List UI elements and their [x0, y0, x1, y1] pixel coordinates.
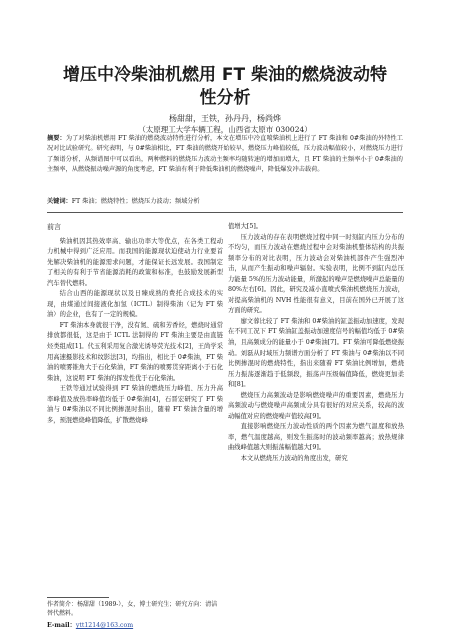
- right-column: [228, 222, 404, 465]
- author-footnote: 作者简介：杨甜甜（1989-），女，博士研究生；研究方向：清洁替代燃料。: [47, 601, 218, 617]
- section-heading: 前言: [47, 223, 61, 231]
- paragraph: 柴油机因其热效率高、输出功率大等优点，在各类工程动力机械中得到广泛应用。而我国的能源现状迫使动力行业要首先解决柴油机的能源需求问题，才能保证长远发展。我国制定了相关的有利于节省能源消耗的政策和标准，也鼓励发展新型汽车替代燃料。: [47, 237, 223, 287]
- title-line-1: 增压中冷柴油机燃用 FT 柴油的燃烧波动特: [62, 65, 388, 85]
- paragraph: 结合山西的能源现状以及日臻成熟的费托合成技术的实现，由煤通过间接液化加氢（ICTL）制得柴油（记为 FT 柴油）的企业，也有了一定的规模。: [47, 290, 223, 319]
- paragraph: 直接影响燃烧压力波动性质的两个因素为燃气温度和放热率，燃气温度越高，则发生振荡时的波动频率越高；放热规律曲线峰值越大则振荡幅值越大[9]。: [228, 423, 404, 452]
- affiliation: （太原理工大学车辆工程，山西省太原市 030024）: [138, 125, 312, 134]
- abstract-label: 摘要：: [47, 135, 66, 142]
- email-line: [47, 620, 133, 629]
- paragraph: 压力波动的存在表明燃烧过程中同一时刻缸内压力分布的不均匀，而压力波动在燃烧过程中会对柴油机整体结构的共振频率分布的对比表明，压力波动会对柴油机部件产生强烈冲击，从而产生振动和噪声辐射。实验表明，比例不到缸内总压力能量 5%的压力波动能量，所激起的噪声是燃烧噪声总能量的 80%左右[6]。因此，研究及减小直喷式柴油机燃烧压力波动，对提高柴油机的 NVH 性能很有意义，目前在国外已开展了这方面的研究。: [228, 233, 404, 315]
- section-divider: [47, 212, 403, 213]
- paragraph: 王铁等通过试验得到 FT 柴油的燃烧压力峰值、压力升高率峰值及放热率峰值均低于 0#柴油[4]，石晋宏研究了 FT 柴油与 0#柴油以不同比例掺混时指出，随着 FT 柴油含量的增多，预混燃烧峰值降低，扩散燃烧峰: [47, 385, 223, 424]
- paragraph: 值增大[5]。: [228, 223, 263, 230]
- abstract-text: 为了对柴油机燃用 FT 柴油的燃烧波动特性进行分析，本文在增压中冷直喷柴油机上进行了 FT 柴油和 0#柴油的外特性工况对比试验研究。研究表明，与 0#柴油相比，FT 柴油的燃烧开始较早，燃烧压力峰值较低，压力波动幅值较小，对燃烧压力进行了频谱分析，从频谱图中可以看出，两种燃料的燃烧压力波动主频率均随转速的增加而增大，且 FT 柴油的主频率小于 0#柴油的主频率，从燃烧振动噪声源的角度考虑，FT 柴油有利于降低柴油机的燃烧噪声，降低爆发冲击载荷。: [47, 135, 403, 173]
- paragraph: FT 柴油本身就很干净，没有氮、硫和芳香烃，燃烧时通常排放都很低，这是由于 ICTL 法制得的 FT 柴油主要是由直链烃类组成[1]。代玉利采用复合激光诱导荧光技术[2]，王尚学采用高速摄影技术和纹影法[3]，均指出，相比于 0#柴油，FT 柴油的喷雾锥角大于石化柴油，FT 柴油的喷雾贯穿距离小于石化柴油，这说明 FT 柴油的挥发性优于石化柴油。: [47, 321, 223, 382]
- authors: 杨甜甜，王铁，孙丹丹，杨尚烨: [169, 114, 281, 123]
- keywords: [47, 196, 403, 205]
- keywords-label: 关键词：: [47, 198, 72, 205]
- paragraph: 廖文蓉比较了 FT 柴油和 0#柴油的缸盖振动加速度，发现在不同工况下 FT 柴油缸盖振动加速度信号的幅值均低于 0#柴油，且高频成分的能量小于 0#柴油[7]。FT 柴油可降低燃烧振动。刘磊从时域压力频谱方面分析了 FT 柴油与 0#柴油以不同比例掺混时的燃烧特性，指出来随着 FT 柴油比例增加，燃烧压力振荡逐渐趋于低频段，振荡声压级幅值降低，燃烧更加柔和[8]。: [228, 317, 404, 389]
- paragraph: 本文从燃烧压力波动的角度出发，研究: [240, 455, 348, 463]
- left-column: [47, 222, 223, 426]
- email-link[interactable]: ytt1214@163.com: [75, 622, 134, 629]
- paper-title: [0, 64, 450, 110]
- keywords-text: FT 柴油；燃烧特性；燃烧压力波动；频域分析: [71, 198, 200, 205]
- email-label: E-mail：: [47, 622, 76, 629]
- title-line-2: 性分析: [199, 88, 251, 108]
- abstract: [47, 134, 403, 175]
- footnote-divider: [47, 597, 109, 598]
- paragraph: 燃烧压力高频波动是影响燃烧噪声的重要因素，燃烧压力高频波动与燃烧噪声高频成分具有很好的对应关系，较高的波动幅值对应的燃烧噪声值较高[9]。: [228, 391, 404, 420]
